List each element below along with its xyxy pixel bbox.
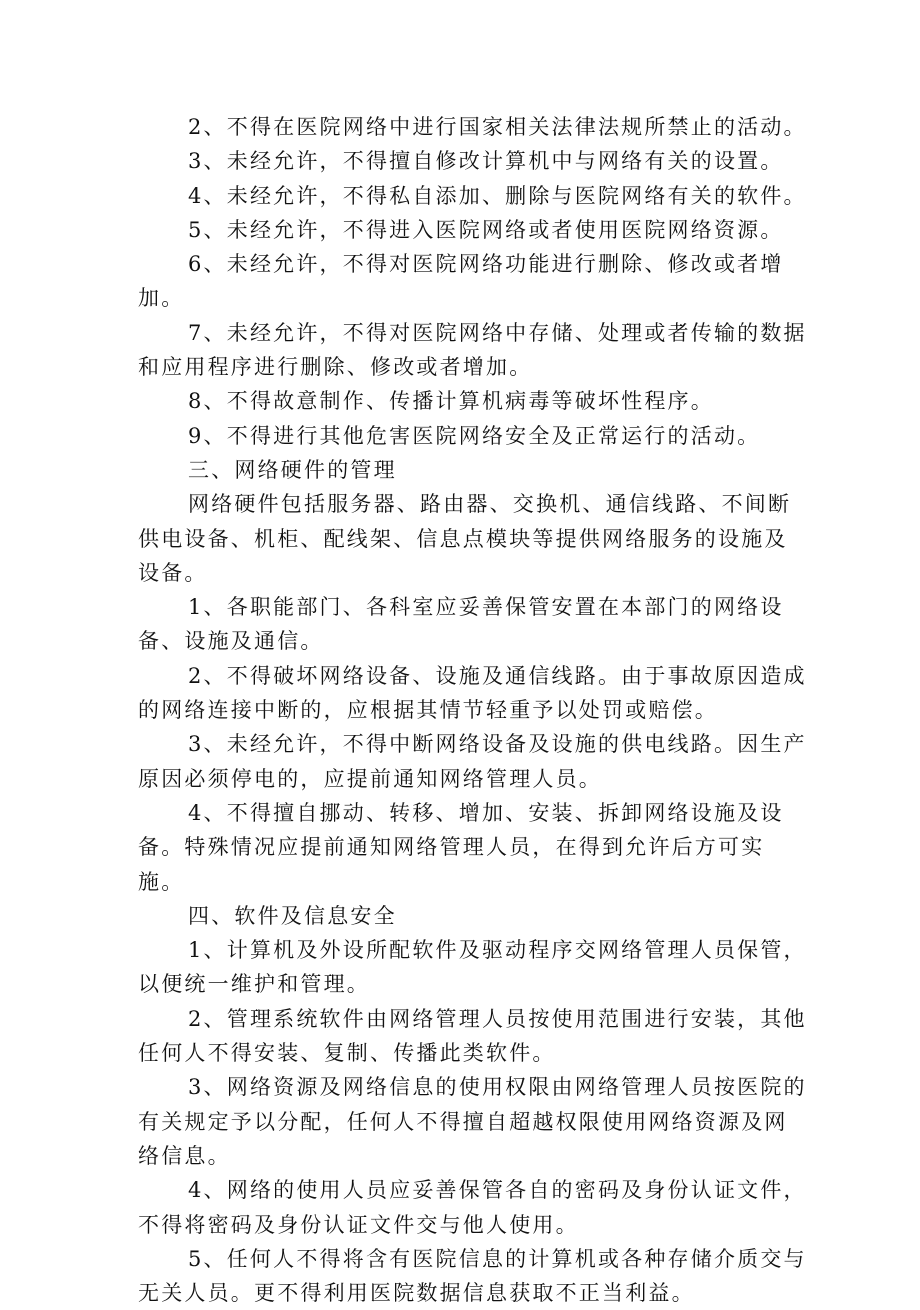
- rule-item-9: 9、不得进行其他危害医院网络安全及正常运行的活动。: [188, 423, 761, 448]
- rule-item-8: 8、不得故意制作、传播计算机病毒等破坏性程序。: [188, 389, 714, 414]
- hardware-intro: 网络硬件包括服务器、路由器、交换机、通信线路、不间断供电设备、机柜、配线架、信息点模块等提供网络服务的设施及设备。: [138, 492, 792, 585]
- rule-item-7: 7、未经允许，不得对医院网络中存储、处理或者传输的数据和应用程序进行删除、修改或者增加。: [138, 320, 807, 380]
- software-item-4: 4、网络的使用人员应妥善保管各自的密码及身份认证文件，不得将密码及身份认证文件交与他人使用。: [138, 1178, 807, 1237]
- rule-item-6: 6、未经允许，不得对医院网络功能进行删除、修改或者增加。: [138, 252, 784, 311]
- rule-item-4: 4、未经允许，不得私自添加、删除与医院网络有关的软件。: [188, 183, 807, 208]
- software-item-1: 1、计算机及外设所配软件及驱动程序交网络管理人员保管，以便统一维护和管理。: [138, 938, 807, 997]
- hardware-item-1: 1、各职能部门、各科室应妥善保管安置在本部门的网络设备、设施及通信。: [138, 595, 784, 654]
- software-item-5: 5、任何人不得将含有医院信息的计算机或各种存储介质交与无关人员。更不得利用医院数据信息获取不正当利益。: [138, 1246, 807, 1306]
- software-item-2: 2、管理系统软件由网络管理人员按使用范围进行安装，其他任何人不得安装、复制、传播此类软件。: [138, 1006, 807, 1066]
- hardware-item-3: 3、未经允许，不得中断网络设备及设施的供电线路。因生产原因必须停电的，应提前通知网络管理人员。: [138, 732, 807, 791]
- rule-item-3: 3、未经允许，不得擅自修改计算机中与网络有关的设置。: [188, 149, 784, 174]
- rule-item-2: 2、不得在医院网络中进行国家相关法律法规所禁止的活动。: [188, 115, 807, 139]
- section-heading-hardware: 三、网络硬件的管理: [188, 457, 397, 482]
- rule-item-5: 5、未经允许，不得进入医院网络或者使用医院网络资源。: [188, 217, 784, 242]
- software-item-3: 3、网络资源及网络信息的使用权限由网络管理人员按医院的有关规定予以分配，任何人不得擅自超越权限使用网络资源及网络信息。: [138, 1075, 807, 1168]
- section-heading-software: 四、软件及信息安全: [188, 903, 397, 928]
- hardware-item-4: 4、不得擅自挪动、转移、增加、安装、拆卸网络设施及设备。特殊情况应提前通知网络管理人员，在得到允许后方可实施。: [138, 800, 784, 894]
- document-body: [138, 110, 808, 1310]
- hardware-item-2: 2、不得破坏网络设备、设施及通信线路。由于事故原因造成的网络连接中断的，应根据其情节轻重予以处罚或赔偿。: [138, 663, 807, 723]
